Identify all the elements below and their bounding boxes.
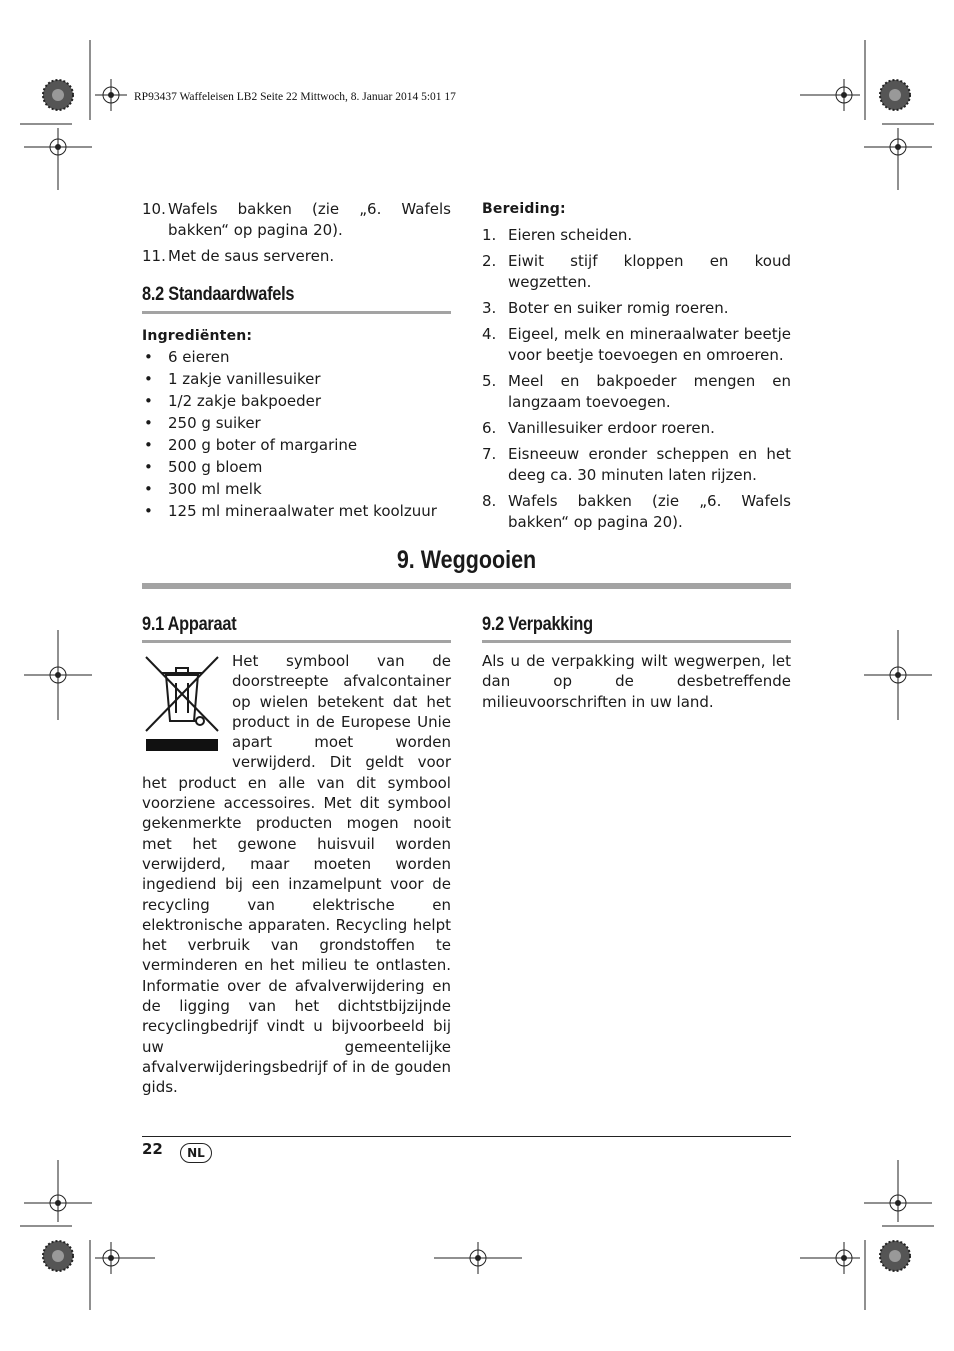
list-item: 2. Eiwit stijf kloppen en koud wegzetten. — [482, 252, 791, 291]
left-column-top — [142, 199, 451, 523]
section-9-1 — [142, 614, 451, 1098]
list-item: • 500 g bloem — [144, 458, 263, 476]
footer-rule — [142, 1136, 791, 1137]
ingredients-list — [142, 347, 451, 522]
section-9-2-body: Als u de verpakking wilt wegwerpen, let dan op de desbetreffende milieuvoorschriften in uw land. — [482, 652, 791, 711]
step-text: Met de saus serveren. — [168, 247, 335, 265]
list-item: • 250 g suiker — [144, 414, 261, 432]
list-item: 6. Vanillesuiker erdoor roeren. — [482, 419, 715, 437]
step-number: 10. — [142, 200, 166, 218]
section-9-2-rule — [482, 640, 791, 643]
list-item: • 300 ml melk — [144, 480, 262, 498]
list-item: • 200 g boter of margarine — [144, 436, 358, 454]
step-number: 11. — [142, 247, 166, 265]
list-item: 7. Eisneeuw eronder scheppen en het deeg ca. 30 minuten laten rijzen. — [482, 445, 791, 484]
list-item — [142, 199, 451, 241]
section-9-1-body — [142, 651, 451, 1098]
left-top-steps — [142, 199, 451, 267]
right-column-top — [482, 199, 791, 538]
section-9-1-body-rest: alle van dit symbool voorziene accessoires. Met dit symbool gekenmerkte producten mogen nooit met het gewone huisvuil worden verwijderd, maar moeten worden ingediend bij een inzamelpunt voor de recycling van elektrische en elektronische apparaten. Recycling helpt het verbruik van grondstoffen te verminderen en het milieu te ontlasten. Informatie over de afvalverwijdering en de ligging van het dichtstbijzijnde recyclingbedrijf vindt u bijvoorbeeld bij uw gemeentelijke afvalverwijderingsbedrijf of in de gouden gids. — [142, 773, 451, 1097]
print-meta-line: RP93437 Waffeleisen LB2 Seite 22 Mittwoch, 8. Januar 2014 5:01 17 — [134, 91, 456, 103]
list-item: • 125 ml mineraalwater met koolzuur — [144, 502, 437, 520]
step-text: Wafels bakken (zie „6. Wafels bakken“ op pagina 20). — [168, 200, 451, 239]
section-9-1-title: 9.1 Apparaat — [142, 614, 237, 635]
section-8-2-rule — [142, 311, 451, 314]
list-item: 3. Boter en suiker romig roeren. — [482, 299, 729, 317]
section-9-1-body-beside-icon: Het symbool van de doorstreepte afvalcontainer op wielen betekent dat het product in de Europese Unie apart moet worden verwijderd. Dit geldt voor het product en — [142, 652, 451, 792]
list-item: • 1 zakje vanillesuiker — [144, 370, 321, 388]
preparation-label: Bereiding: — [482, 201, 566, 217]
weee-crossed-bin-icon — [142, 653, 222, 757]
list-item: 1. Eieren scheiden. — [482, 226, 633, 244]
language-badge: NL — [180, 1143, 212, 1163]
list-item — [142, 246, 451, 267]
section-9-2-title: 9.2 Verpakking — [482, 614, 593, 635]
chapter-9-title: 9. Weggooien — [396, 546, 537, 574]
chapter-9-rule — [142, 583, 791, 589]
page-number: 22 — [142, 1140, 163, 1158]
preparation-steps — [482, 225, 791, 533]
ingredients-label: Ingrediënten: — [142, 328, 253, 344]
list-item: 8. Wafels bakken (zie „6. Wafels bakken“ op pagina 20). — [482, 492, 791, 531]
list-item: • 6 eieren — [144, 348, 230, 366]
section-9-1-rule — [142, 640, 451, 643]
list-item: • 1/2 zakje bakpoeder — [144, 392, 322, 410]
section-8-2-title: 8.2 Standaardwafels — [142, 284, 295, 305]
list-item: 5. Meel en bakpoeder mengen en langzaam toevoegen. — [482, 372, 791, 411]
section-9-2 — [482, 614, 791, 712]
list-item: 4. Eigeel, melk en mineraalwater beetje voor beetje toevoegen en omroeren. — [482, 325, 791, 364]
